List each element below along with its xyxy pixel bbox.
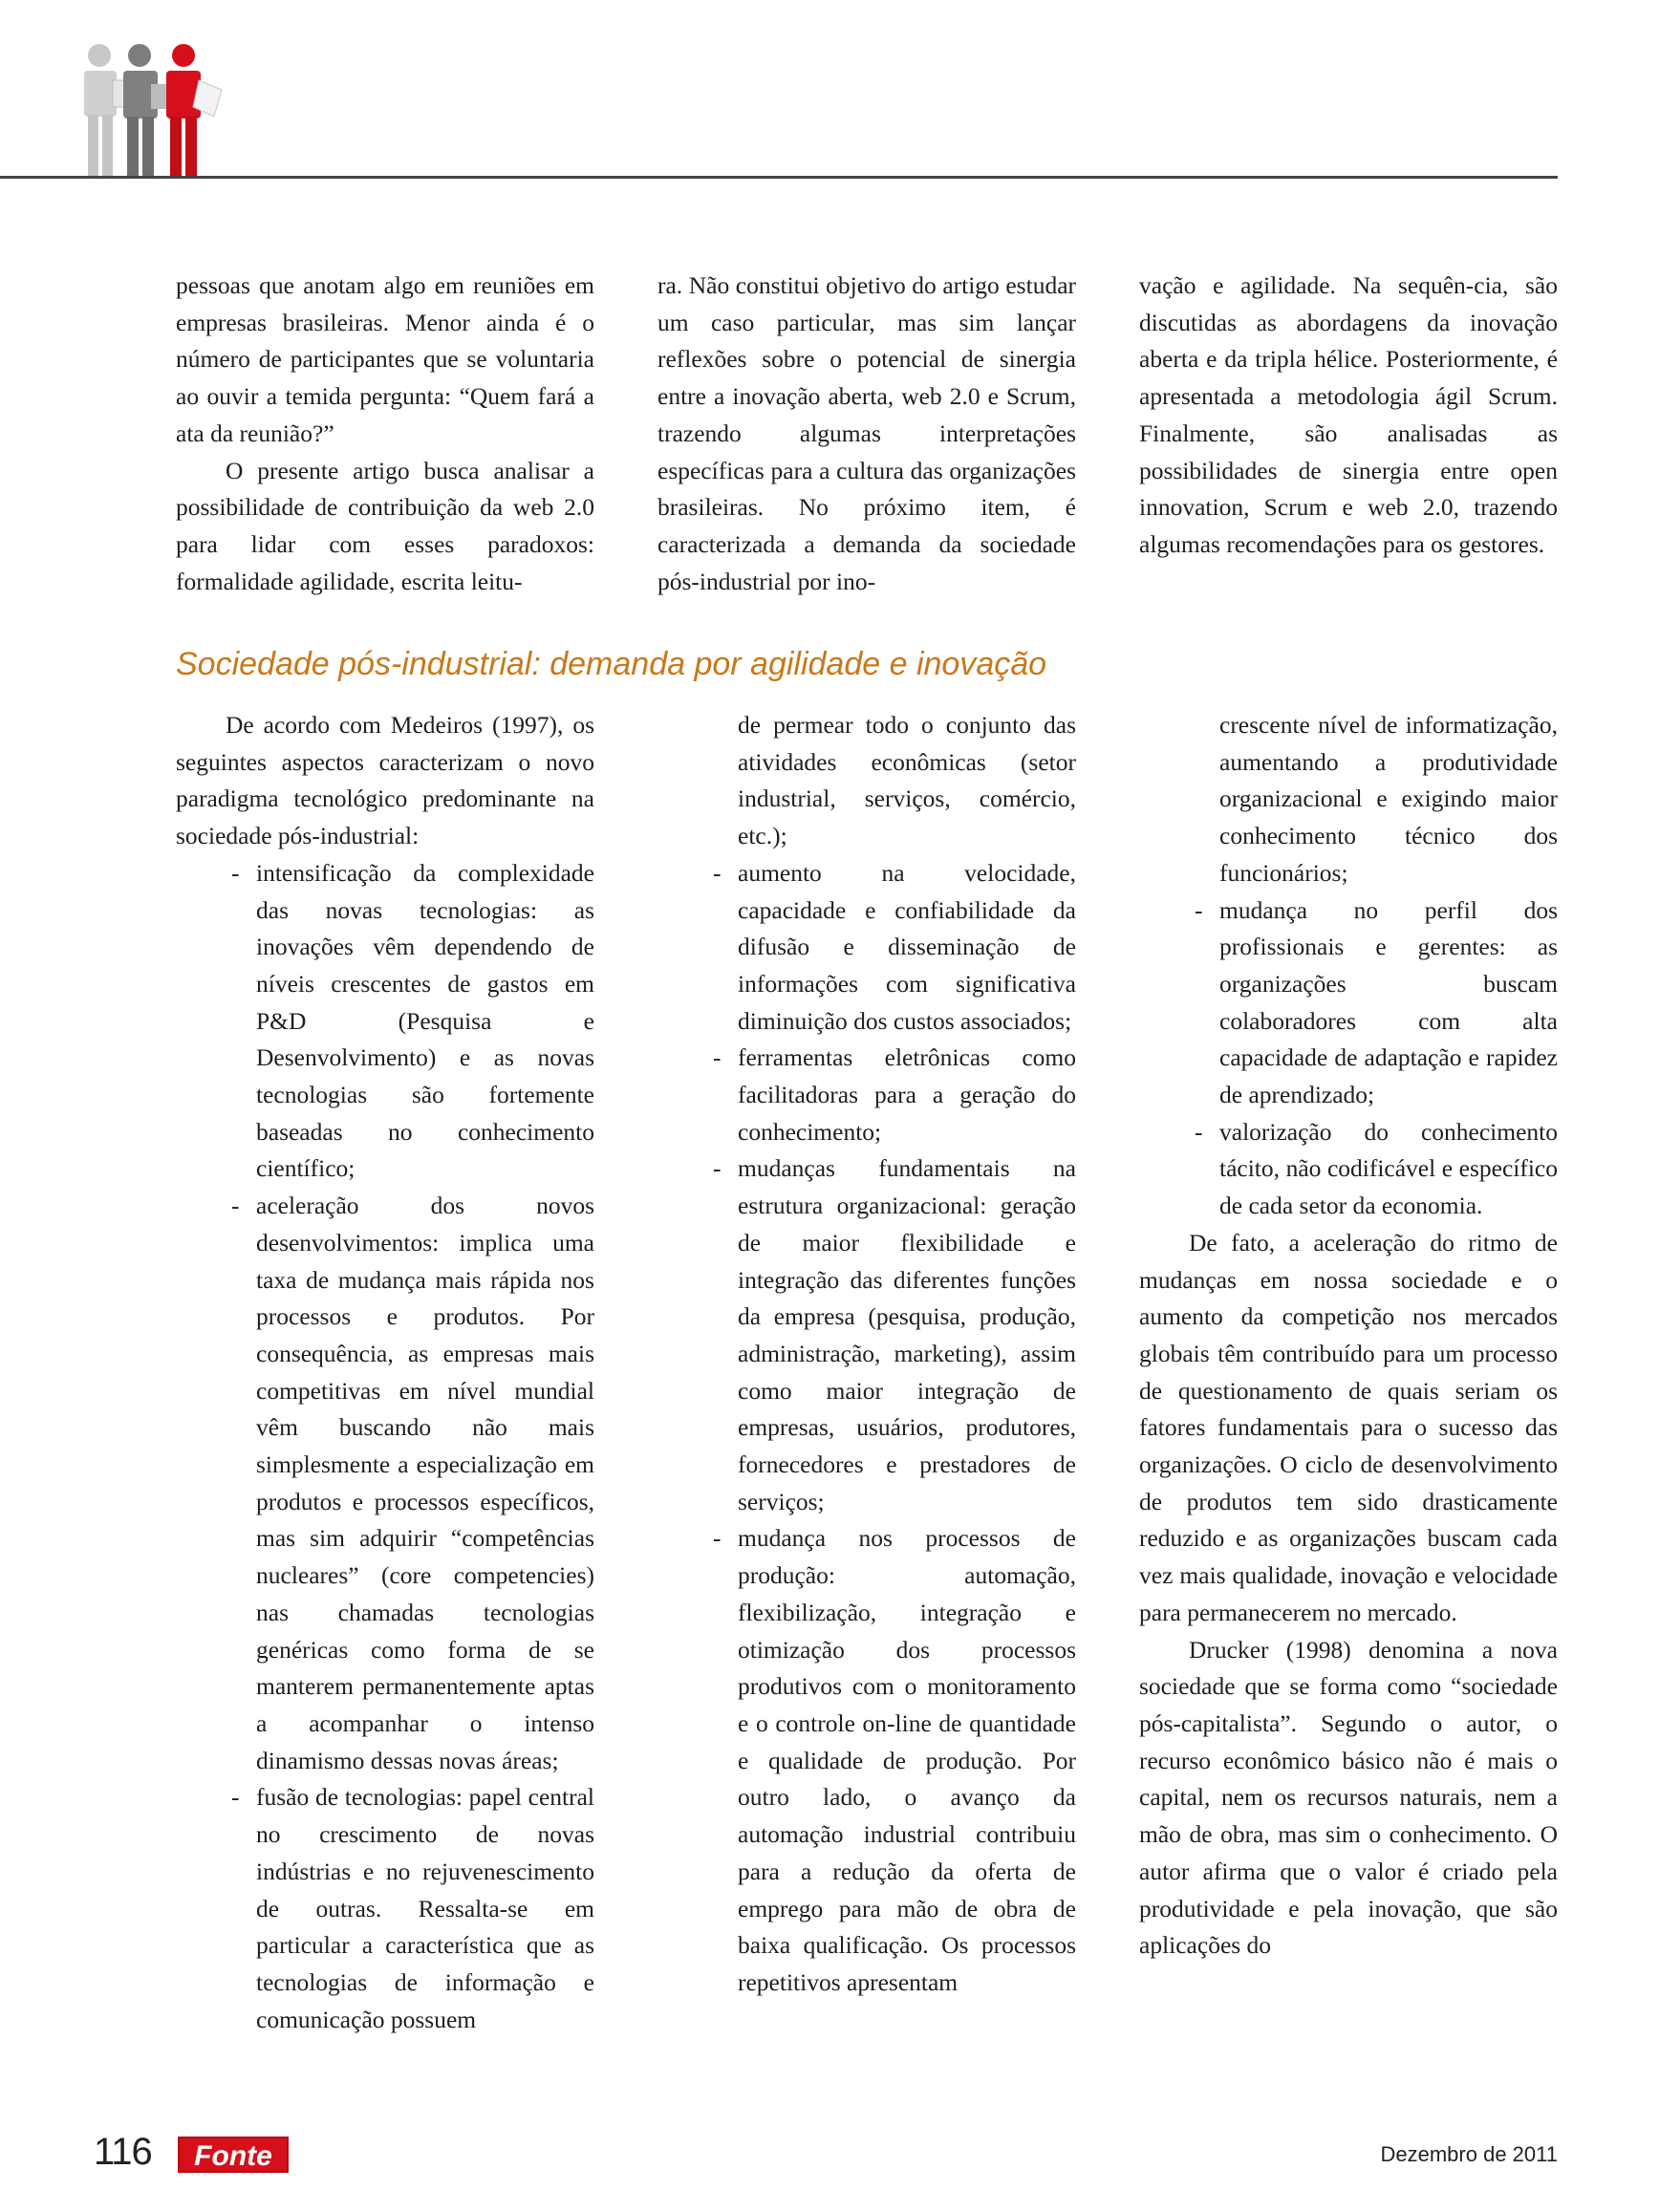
- list-item: - aumento na velocidade, capacidade e confiabilidade da difusão e disseminação de informações com significativa diminuição dos custos associados;: [713, 858, 1076, 1035]
- section-title: Sociedade pós-industrial: demanda por agilidade e inovação: [176, 646, 1047, 682]
- brand-logo: Fonte: [178, 2137, 289, 2173]
- paragraph: Drucker (1998) denomina a nova sociedade que se forma como “sociedade pós-capitalista”. Segundo o autor, o recurso econômico básico não é mais o capital, nem os recursos naturais, nem a mão de obra, mas sim o conhecimento. O autor afirma que o valor é criado pela produtividade e pela inovação, que são aplicações do: [1139, 1635, 1558, 1960]
- people-figures-icon: [78, 42, 231, 178]
- body-column-1: [176, 707, 594, 2038]
- list-item-continuation: crescente nível de informatização, aumentando a produtividade organizacional e exigindo maior conhecimento técnico dos funcionários;: [1219, 711, 1558, 887]
- list-item: - ferramentas eletrônicas como facilitadoras para a geração do conhecimento;: [713, 1043, 1076, 1146]
- list-item: - valorização do conhecimento tácito, não codificável e específico de cada setor da economia.: [1195, 1117, 1558, 1220]
- top-column-1: [176, 268, 594, 600]
- body-column-3: [1139, 707, 1558, 1965]
- list-item-continuation: de permear todo o conjunto das atividades econômicas (setor industrial, serviços, comércio, etc.);: [738, 711, 1076, 850]
- header-rule: [0, 176, 1558, 179]
- list-item: - fusão de tecnologias: papel central no crescimento de novas indústrias e no rejuvenescimento de outras. Ressalta-se em particular a característica que as tecnologias de informação e comunicação possuem: [231, 1783, 594, 2033]
- list-item: - intensificação da complexidade das novas tecnologias: as inovações vêm dependendo de níveis crescentes de gastos em P&D (Pesquisa e Desenvolvimento) e as novas tecnologias são fortemente baseadas no conhecimento científico;: [231, 858, 594, 1183]
- paragraph: ra. Não constitui objetivo do artigo estudar um caso particular, mas sim lançar reflexões sobre o potencial de sinergia entre a inovação aberta, web 2.0 e Scrum, trazendo algumas interpretações específicas para a cultura das organizações brasileiras. No próximo item, é caracterizada a demanda da sociedade pós-industrial por ino-: [657, 271, 1076, 595]
- issue-date: Dezembro de 2011: [1380, 2142, 1558, 2166]
- list-item: - aceleração dos novos desenvolvimentos: implica uma taxa de mudança mais rápida nos processos e produtos. Por consequência, as empresas mais competitivas em nível mundial vêm buscando não mais simplesmente a especialização em produtos e processos específicos, mas sim adquirir “competências nucleares” (core competencies) nas chamadas tecnologias genéricas como forma de se manterem permanentemente aptas a acompanhar o intenso dinamismo dessas novas áreas;: [231, 1192, 594, 1774]
- paragraph: pessoas que anotam algo em reuniões em empresas brasileiras. Menor ainda é o número de participantes que se voluntaria ao ouvir a temida pergunta: “Quem fará a ata da reunião?”: [176, 271, 594, 447]
- paragraph: De acordo com Medeiros (1997), os seguintes aspectos caracterizam o novo paradigma tecnológico predominante na sociedade pós-industrial:: [176, 711, 594, 850]
- paragraph: vação e agilidade. Na sequên-cia, são discutidas as abordagens da inovação aberta e da tripla hélice. Posteriormente, é apresentada a metodologia ágil Scrum. Finalmente, são analisadas as possibilidades de sinergia entre open innovation, Scrum e web 2.0, trazendo algumas recomendações para os gestores.: [1139, 271, 1558, 558]
- page-number: 116: [94, 2131, 152, 2173]
- body-column-2: [657, 707, 1076, 2002]
- top-column-3: [1139, 268, 1558, 564]
- list-item: - mudança nos processos de produção: automação, flexibilização, integração e otimização dos processos produtivos com o monitoramento e o controle on-line de quantidade e qualidade de produção. Por outro lado, o avanço da automação industrial contribuiu para a redução da oferta de emprego para mão de obra de baixa qualificação. Os processos repetitivos apresentam: [713, 1524, 1076, 1996]
- paragraph: O presente artigo busca analisar a possibilidade de contribuição da web 2.0 para lidar com esses paradoxos: formalidade agilidade, escrita leitu-: [176, 456, 594, 595]
- list-item: - mudanças fundamentais na estrutura organizacional: geração de maior flexibilidade e integração das diferentes funções da empresa (pesquisa, produção, administração, marketing), assim como maior integração de empresas, usuários, produtores, fornecedores e prestadores de serviços;: [713, 1154, 1076, 1515]
- list-item: - mudança no perfil dos profissionais e gerentes: as organizações buscam colaboradores com alta capacidade de adaptação e rapidez de aprendizado;: [1195, 895, 1558, 1109]
- paragraph: De fato, a aceleração do ritmo de mudanças em nossa sociedade e o aumento da competição nos mercados globais têm contribuído para um processo de questionamento de quais seriam os fatores fundamentais para o sucesso das organizações. O ciclo de desenvolvimento de produtos tem sido drasticamente reduzido e as organizações buscam cada vez mais qualidade, inovação e velocidade para permanecerem no mercado.: [1139, 1228, 1558, 1626]
- top-column-2: [657, 268, 1076, 600]
